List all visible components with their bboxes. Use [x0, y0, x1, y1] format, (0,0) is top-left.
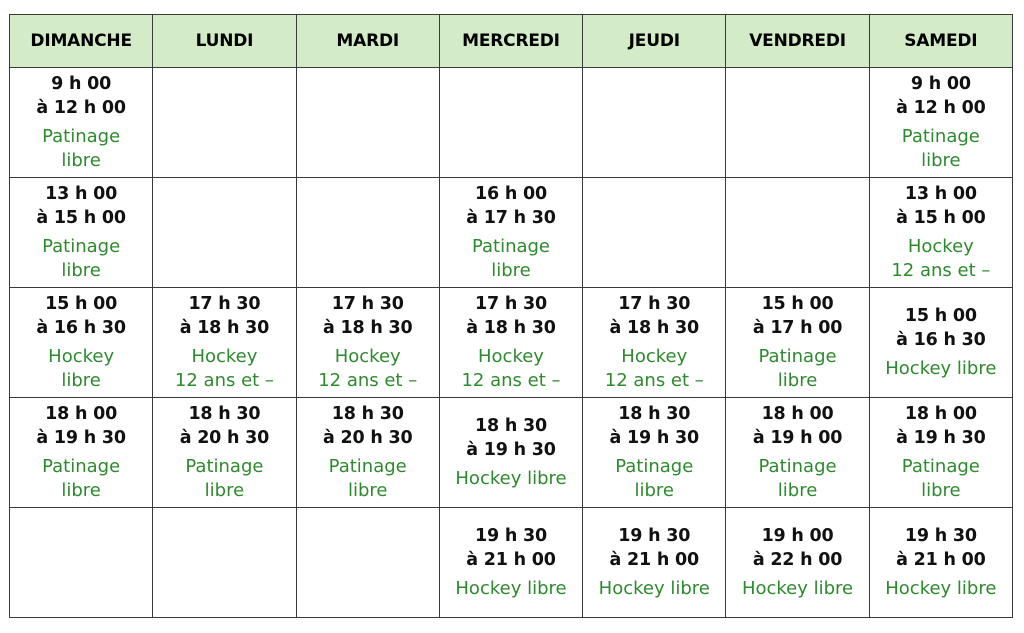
- activity-line: Hockey: [191, 346, 258, 367]
- activity-line: libre: [634, 480, 675, 501]
- schedule-cell: [439, 508, 582, 618]
- start-time: 17 h 30: [331, 294, 404, 314]
- start-time: 15 h 00: [904, 306, 977, 326]
- activity-label: [726, 455, 868, 503]
- end-time: à 17 h 30: [466, 208, 556, 228]
- activity-label: [440, 235, 582, 283]
- start-time: 18 h 30: [331, 404, 404, 424]
- end-time: à 19 h 30: [609, 428, 699, 448]
- start-time: 13 h 00: [904, 184, 977, 204]
- schedule-cell: [869, 508, 1012, 618]
- activity-label: [440, 467, 582, 491]
- schedule-cell: [296, 178, 439, 288]
- schedule-cell: [10, 398, 153, 508]
- start-time: 18 h 00: [45, 404, 118, 424]
- start-time: 18 h 00: [761, 404, 834, 424]
- schedule-cell: [153, 178, 296, 288]
- table-row: [10, 288, 1013, 398]
- activity-line: libre: [61, 150, 101, 171]
- end-time: à 15 h 00: [36, 208, 126, 228]
- day-header-jeudi: JEUDI: [583, 15, 726, 68]
- day-header-lundi: LUNDI: [153, 15, 296, 68]
- end-time: à 19 h 30: [896, 428, 986, 448]
- start-time: 19 h 30: [475, 526, 547, 546]
- schedule-body: [10, 68, 1013, 618]
- day-header-dimanche: DIMANCHE: [10, 15, 153, 68]
- schedule-cell: [726, 398, 869, 508]
- activity-line: 12 ans et –: [891, 260, 991, 281]
- schedule-cell: [726, 178, 869, 288]
- schedule-cell: [153, 68, 296, 178]
- start-time: 19 h 30: [904, 526, 977, 546]
- day-header-vendredi: VENDREDI: [726, 15, 869, 68]
- end-time: à 19 h 30: [36, 428, 126, 448]
- schedule-cell: [439, 68, 582, 178]
- activity-line: libre: [491, 260, 531, 281]
- activity-line: libre: [921, 150, 961, 171]
- activity-label: [726, 345, 868, 393]
- schedule-cell: [153, 288, 296, 398]
- schedule-cell: [296, 68, 439, 178]
- schedule-cell: [10, 68, 153, 178]
- schedule-cell: [10, 288, 153, 398]
- end-time: à 16 h 30: [36, 318, 126, 338]
- activity-line: libre: [921, 480, 961, 501]
- end-time: à 12 h 00: [36, 98, 126, 118]
- end-time: à 18 h 30: [322, 318, 413, 338]
- end-time: à 20 h 30: [322, 428, 413, 448]
- schedule-header: [10, 15, 1013, 68]
- activity-label: [153, 455, 295, 503]
- start-time: 17 h 30: [618, 294, 691, 314]
- activity-line: Hockey libre: [455, 578, 567, 599]
- activity-line: libre: [61, 370, 101, 391]
- end-time: à 19 h 00: [752, 428, 843, 448]
- activity-label: [10, 345, 152, 393]
- end-time: à 16 h 30: [896, 330, 986, 350]
- activity-label: [10, 455, 152, 503]
- activity-label: [870, 357, 1012, 381]
- activity-line: libre: [204, 480, 245, 501]
- start-time: 18 h 30: [618, 404, 691, 424]
- end-time: à 21 h 00: [466, 550, 556, 570]
- schedule-cell: [869, 178, 1012, 288]
- activity-label: [583, 455, 725, 503]
- activity-line: libre: [777, 480, 818, 501]
- schedule-cell: [439, 398, 582, 508]
- activity-line: Hockey libre: [598, 578, 710, 599]
- schedule-cell: [153, 508, 296, 618]
- activity-line: Hockey libre: [885, 358, 997, 379]
- start-time: 16 h 00: [475, 184, 547, 204]
- table-row: [10, 508, 1013, 618]
- activity-line: Patinage: [901, 456, 980, 477]
- activity-line: Hockey: [48, 346, 115, 367]
- start-time: 13 h 00: [45, 184, 118, 204]
- activity-label: [297, 455, 439, 503]
- activity-label: [870, 125, 1012, 173]
- day-header-samedi: SAMEDI: [869, 15, 1012, 68]
- activity-label: [440, 577, 582, 601]
- schedule-cell: [10, 508, 153, 618]
- schedule-cell: [583, 508, 726, 618]
- activity-line: libre: [61, 260, 101, 281]
- activity-line: 12 ans et –: [604, 370, 704, 391]
- activity-line: Hockey: [621, 346, 688, 367]
- activity-label: [153, 345, 295, 393]
- end-time: à 17 h 00: [752, 318, 843, 338]
- activity-line: Patinage: [471, 236, 551, 257]
- activity-line: libre: [347, 480, 388, 501]
- activity-label: [870, 577, 1012, 601]
- day-header-mercredi: MERCREDI: [439, 15, 582, 68]
- schedule-cell: [583, 68, 726, 178]
- activity-label: [583, 345, 725, 393]
- schedule-cell: [726, 68, 869, 178]
- start-time: 19 h 30: [618, 526, 691, 546]
- activity-line: Hockey libre: [741, 578, 854, 599]
- schedule-cell: [10, 178, 153, 288]
- activity-line: Patinage: [758, 346, 837, 367]
- schedule-cell: [869, 288, 1012, 398]
- end-time: à 12 h 00: [896, 98, 986, 118]
- schedule-cell: [869, 398, 1012, 508]
- activity-label: [10, 125, 152, 173]
- start-time: 15 h 00: [761, 294, 834, 314]
- table-row: [10, 178, 1013, 288]
- activity-line: Hockey: [334, 346, 401, 367]
- schedule-cell: [583, 288, 726, 398]
- schedule-cell: [296, 398, 439, 508]
- activity-line: 12 ans et –: [318, 370, 418, 391]
- end-time: à 20 h 30: [179, 428, 270, 448]
- start-time: 17 h 30: [475, 294, 547, 314]
- start-time: 18 h 00: [904, 404, 977, 424]
- activity-line: Patinage: [615, 456, 694, 477]
- day-header-mardi: MARDI: [296, 15, 439, 68]
- schedule-cell: [296, 288, 439, 398]
- activity-line: Patinage: [42, 126, 121, 147]
- activity-label: [870, 235, 1012, 283]
- activity-line: Patinage: [185, 456, 264, 477]
- schedule-cell: [439, 288, 582, 398]
- table-row: [10, 68, 1013, 178]
- activity-line: Hockey libre: [885, 578, 997, 599]
- end-time: à 18 h 30: [179, 318, 270, 338]
- schedule-cell: [869, 68, 1012, 178]
- start-time: 17 h 30: [188, 294, 261, 314]
- schedule-cell: [726, 288, 869, 398]
- activity-line: Hockey: [478, 346, 544, 367]
- end-time: à 22 h 00: [752, 550, 843, 570]
- end-time: à 15 h 00: [896, 208, 986, 228]
- schedule-cell: [583, 398, 726, 508]
- activity-label: [870, 455, 1012, 503]
- schedule-table: [9, 14, 1013, 618]
- activity-line: libre: [61, 480, 101, 501]
- activity-line: Hockey libre: [455, 468, 567, 489]
- activity-label: [583, 577, 725, 601]
- activity-label: [440, 345, 582, 393]
- end-time: à 21 h 00: [896, 550, 986, 570]
- schedule-cell: [296, 508, 439, 618]
- activity-line: libre: [777, 370, 818, 391]
- start-time: 9 h 00: [51, 74, 112, 94]
- schedule-cell: [726, 508, 869, 618]
- end-time: à 21 h 00: [609, 550, 699, 570]
- activity-label: [297, 345, 439, 393]
- activity-line: Patinage: [42, 236, 121, 257]
- start-time: 19 h 00: [761, 526, 834, 546]
- start-time: 9 h 00: [910, 74, 971, 94]
- activity-line: Patinage: [758, 456, 837, 477]
- activity-label: [10, 235, 152, 283]
- activity-line: 12 ans et –: [461, 370, 561, 391]
- schedule-cell: [439, 178, 582, 288]
- start-time: 15 h 00: [45, 294, 118, 314]
- activity-line: Hockey: [907, 236, 974, 257]
- table-row: [10, 398, 1013, 508]
- schedule-cell: [153, 398, 296, 508]
- header-row: [10, 15, 1013, 68]
- activity-line: Patinage: [901, 126, 980, 147]
- end-time: à 19 h 30: [466, 440, 556, 460]
- activity-line: Patinage: [42, 456, 121, 477]
- activity-label: [726, 577, 868, 601]
- start-time: 18 h 30: [475, 416, 547, 436]
- schedule-cell: [583, 178, 726, 288]
- activity-line: Patinage: [328, 456, 407, 477]
- end-time: à 18 h 30: [609, 318, 699, 338]
- activity-line: 12 ans et –: [174, 370, 274, 391]
- start-time: 18 h 30: [188, 404, 261, 424]
- end-time: à 18 h 30: [466, 318, 556, 338]
